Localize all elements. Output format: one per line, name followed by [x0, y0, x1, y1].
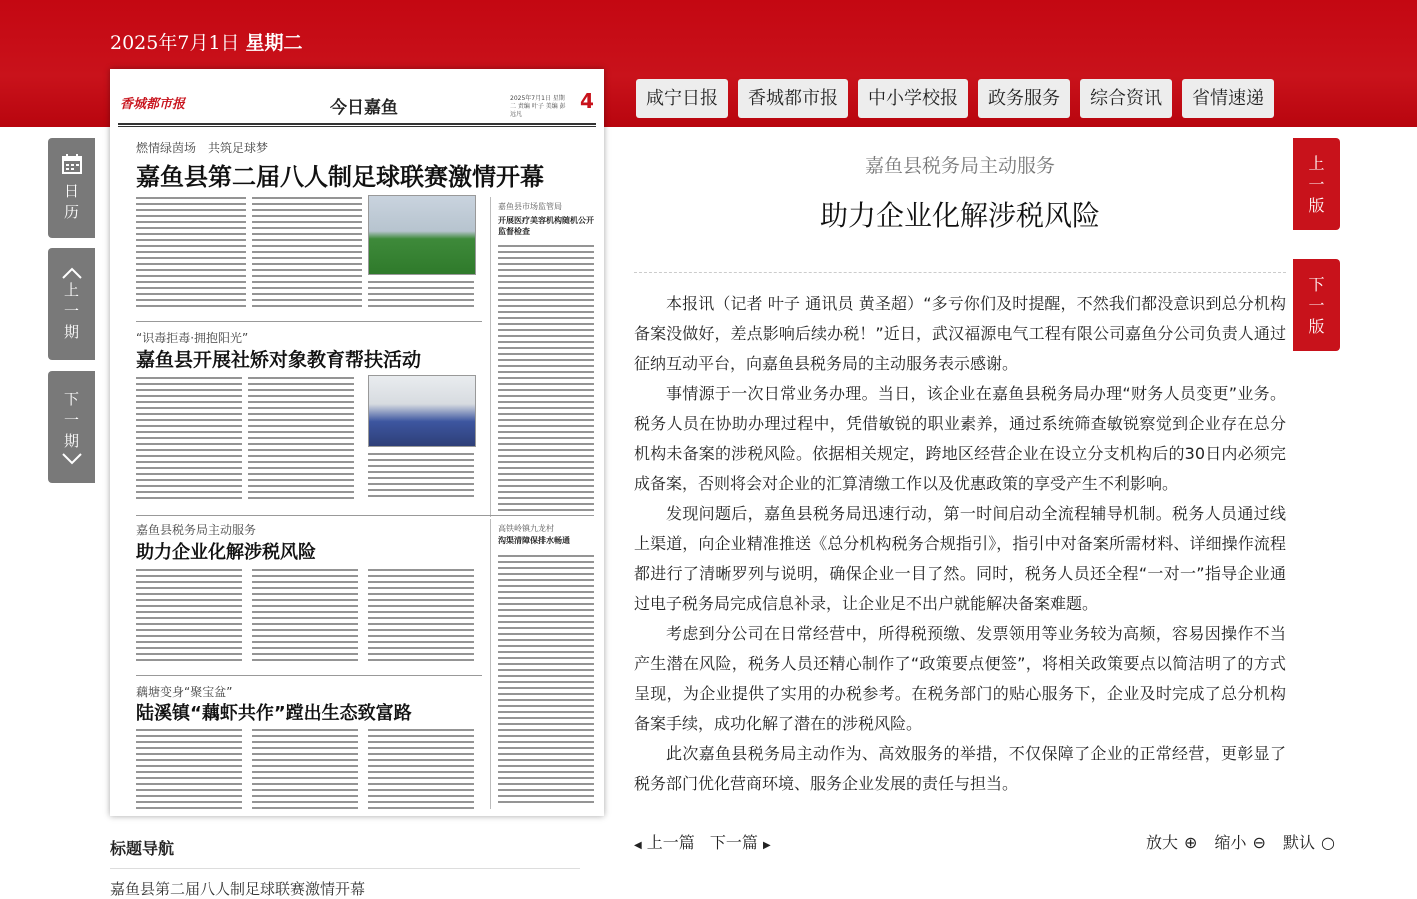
prev-issue-char-3: 期	[63, 322, 79, 341]
paper-logo: 香城都市报	[120, 97, 186, 112]
next-page-char-1: 下	[1308, 274, 1325, 294]
story-3-headline[interactable]: 助力企业化解涉税风险	[136, 542, 316, 563]
newspaper-page[interactable]	[110, 69, 604, 816]
next-page-char-3: 版	[1308, 316, 1325, 336]
side-box-1-text	[498, 245, 594, 515]
paper-page-number: 4	[580, 89, 594, 113]
story-divider-1	[136, 321, 482, 322]
next-article-label: 下一篇	[709, 833, 758, 852]
zoom-out-label: 缩小	[1214, 833, 1247, 852]
story-2-text-col2	[248, 377, 354, 501]
story-2-kicker[interactable]: “识毒拒毒·拥抱阳光”	[136, 331, 249, 345]
prev-page-button[interactable]	[1293, 138, 1340, 230]
story-2-text-col1	[136, 377, 242, 501]
side-box-2-kicker: 高铁岭镇九龙村	[498, 524, 554, 533]
masthead-rule	[118, 126, 596, 127]
next-page-button[interactable]	[1293, 259, 1340, 351]
story-4-text-col3	[368, 729, 474, 809]
story-2-text-col3	[368, 453, 474, 501]
side-box-2-text	[498, 555, 594, 805]
chevron-up-icon	[61, 266, 83, 280]
article-paragraph: 考虑到分公司在日常经营中，所得税预缴、发票领用等业务较为高频，容易因操作不当产生潜在风险，税务人员还精心制作了“政策要点便签”，将相关政策要点以简洁明了的方式呈现，为企业提供了实用的办税参考。在税务部门的贴心服务下，企业及时完成了总分机构备案手续，成功化解了潜在的涉税风险。	[634, 624, 1286, 733]
paper-masthead	[118, 87, 596, 125]
article-body	[634, 289, 1286, 799]
side-box-rule	[490, 197, 491, 517]
side-box-2-rule	[490, 519, 491, 809]
calendar-label: 日历	[63, 182, 79, 221]
prev-article-label: 上一篇	[646, 833, 695, 852]
side-box-2-headline[interactable]: 沟渠清障保排水畅通	[498, 536, 570, 545]
title-nav-item[interactable]: 嘉鱼县第二届八人制足球联赛激情开幕	[110, 880, 366, 898]
date-text: 2025年7月1日	[110, 32, 240, 54]
story-divider-2	[136, 515, 594, 516]
article-paragraph: 此次嘉鱼县税务局主动作为、高效服务的举措，不仅保障了企业的正常经营，更彰显了税务部门优化营商环境、服务企业发展的责任与担当。	[634, 744, 1286, 793]
weekday-text: 星期二	[245, 32, 303, 54]
story-2-headline[interactable]: 嘉鱼县开展社矫对象教育帮扶活动	[136, 349, 422, 371]
zoom-default-label: 默认	[1283, 833, 1316, 852]
prev-article-link[interactable]	[634, 833, 695, 852]
caret-left-icon: ◀	[634, 840, 642, 851]
title-nav-rule	[110, 868, 580, 869]
story-3-text-col3	[368, 569, 474, 665]
story-1-photo	[368, 195, 476, 275]
article-paragraph: 发现问题后，嘉鱼县税务局迅速行动，第一时间启动全流程辅导机制。税务人员通过线上渠道，向企业精准推送《总分机构税务合规指引》，指引中对备案所需材料、详细操作流程都进行了清晰罗列与说明，确保企业一目了然。同时，税务人员还全程“一对一”指导企业通过电子税务局完成信息补录，让企业足不出户就能解决备案难题。	[634, 504, 1286, 613]
story-2-photo	[368, 375, 476, 447]
article-divider	[634, 272, 1286, 273]
prev-page-char-3: 版	[1308, 195, 1325, 215]
calendar-button[interactable]	[48, 138, 95, 238]
next-issue-char-2: 一	[63, 410, 79, 429]
article-pager	[634, 830, 771, 853]
story-divider-3	[136, 675, 482, 676]
story-1-text-col2	[252, 197, 362, 307]
zoom-in-label: 放大	[1146, 833, 1179, 852]
next-page-char-2: 一	[1308, 295, 1325, 315]
prev-page-char-2: 一	[1308, 174, 1325, 194]
title-nav-heading: 标题导航	[110, 839, 175, 858]
article-title: 助力企业化解涉税风险	[819, 199, 1100, 232]
calendar-icon	[61, 153, 83, 175]
font-zoom-controls	[1134, 830, 1335, 853]
story-4-text-col2	[252, 729, 358, 809]
issue-date	[110, 28, 303, 55]
caret-right-icon: ▶	[763, 840, 771, 851]
story-1-text-col1	[136, 197, 246, 307]
story-3-text-col1	[136, 569, 242, 665]
zoom-out-icon: ⊖	[1252, 833, 1266, 852]
tab-xiangcheng-metro[interactable]: 香城都市报	[738, 79, 848, 118]
tab-government-service[interactable]: 政务服务	[978, 79, 1070, 118]
paper-meta: 2025年7月1日 星期二 责编 叶子 美编 彭远凡	[510, 95, 566, 118]
article-paragraph: 本报讯（记者 叶子 通讯员 黄圣超）“多亏你们及时提醒，不然我们都没意识到总分机构备案没做好，差点影响后续办税！”近日，武汉福源电气工程有限公司嘉鱼分公司负责人通过征纳互动平台，向嘉鱼县税务局的主动服务表示感谢。	[634, 294, 1286, 373]
story-4-text-col1	[136, 729, 242, 809]
side-box-1-kicker: 嘉鱼县市场监管局	[498, 202, 562, 211]
chevron-down-icon	[61, 452, 83, 466]
prev-page-char-1: 上	[1308, 153, 1325, 173]
article-subtitle: 嘉鱼县税务局主动服务	[864, 155, 1055, 177]
zoom-in-button[interactable]	[1140, 833, 1197, 852]
story-4-headline[interactable]: 陆溪镇“藕虾共作”蹚出生态致富路	[136, 703, 412, 724]
article-paragraph: 事情源于一次日常业务办理。当日，该企业在嘉鱼县税务局办理“财务人员变更”业务。税务人员在协助办理过程中，凭借敏锐的职业素养，通过系统筛查敏锐察觉到企业存在总分机构未备案的涉税风险。依据相关规定，跨地区经营企业在设立分支机构后的30日内必须完成备案，否则将会对企业的汇算清缴工作以及优惠政策的享受产生不利影响。	[634, 384, 1286, 493]
prev-issue-char-2: 一	[63, 301, 79, 320]
tab-province-news[interactable]: 省情速递	[1182, 79, 1274, 118]
zoom-default-button[interactable]	[1277, 833, 1335, 852]
prev-issue-button[interactable]	[48, 248, 95, 360]
zoom-out-button[interactable]	[1209, 833, 1266, 852]
publication-tabs	[636, 79, 1274, 118]
next-article-link[interactable]	[710, 833, 771, 852]
side-box-1-headline[interactable]: 开展医疗美容机构随机公开监督检查	[498, 216, 594, 236]
story-1-headline[interactable]: 嘉鱼县第二届八人制足球联赛激情开幕	[136, 163, 544, 191]
tab-general-news[interactable]: 综合资讯	[1080, 79, 1172, 118]
story-1-text-col3	[368, 281, 474, 307]
tab-xianning-daily[interactable]: 咸宁日报	[636, 79, 728, 118]
story-3-kicker[interactable]: 嘉鱼县税务局主动服务	[136, 523, 257, 537]
next-issue-char-3: 期	[63, 431, 79, 450]
tab-school-paper[interactable]: 中小学校报	[858, 79, 968, 118]
next-issue-char-1: 下	[63, 389, 79, 408]
zoom-in-icon: ⊕	[1184, 833, 1198, 852]
story-4-kicker[interactable]: 藕塘变身“聚宝盆”	[136, 685, 233, 699]
zoom-default-icon: ○	[1321, 833, 1336, 852]
story-1-kicker[interactable]: 燃情绿茵场 共筑足球梦	[136, 141, 269, 155]
story-3-text-col2	[252, 569, 358, 665]
prev-issue-char-1: 上	[63, 280, 79, 299]
paper-section: 今日嘉鱼	[330, 98, 398, 118]
next-issue-button[interactable]	[48, 371, 95, 483]
